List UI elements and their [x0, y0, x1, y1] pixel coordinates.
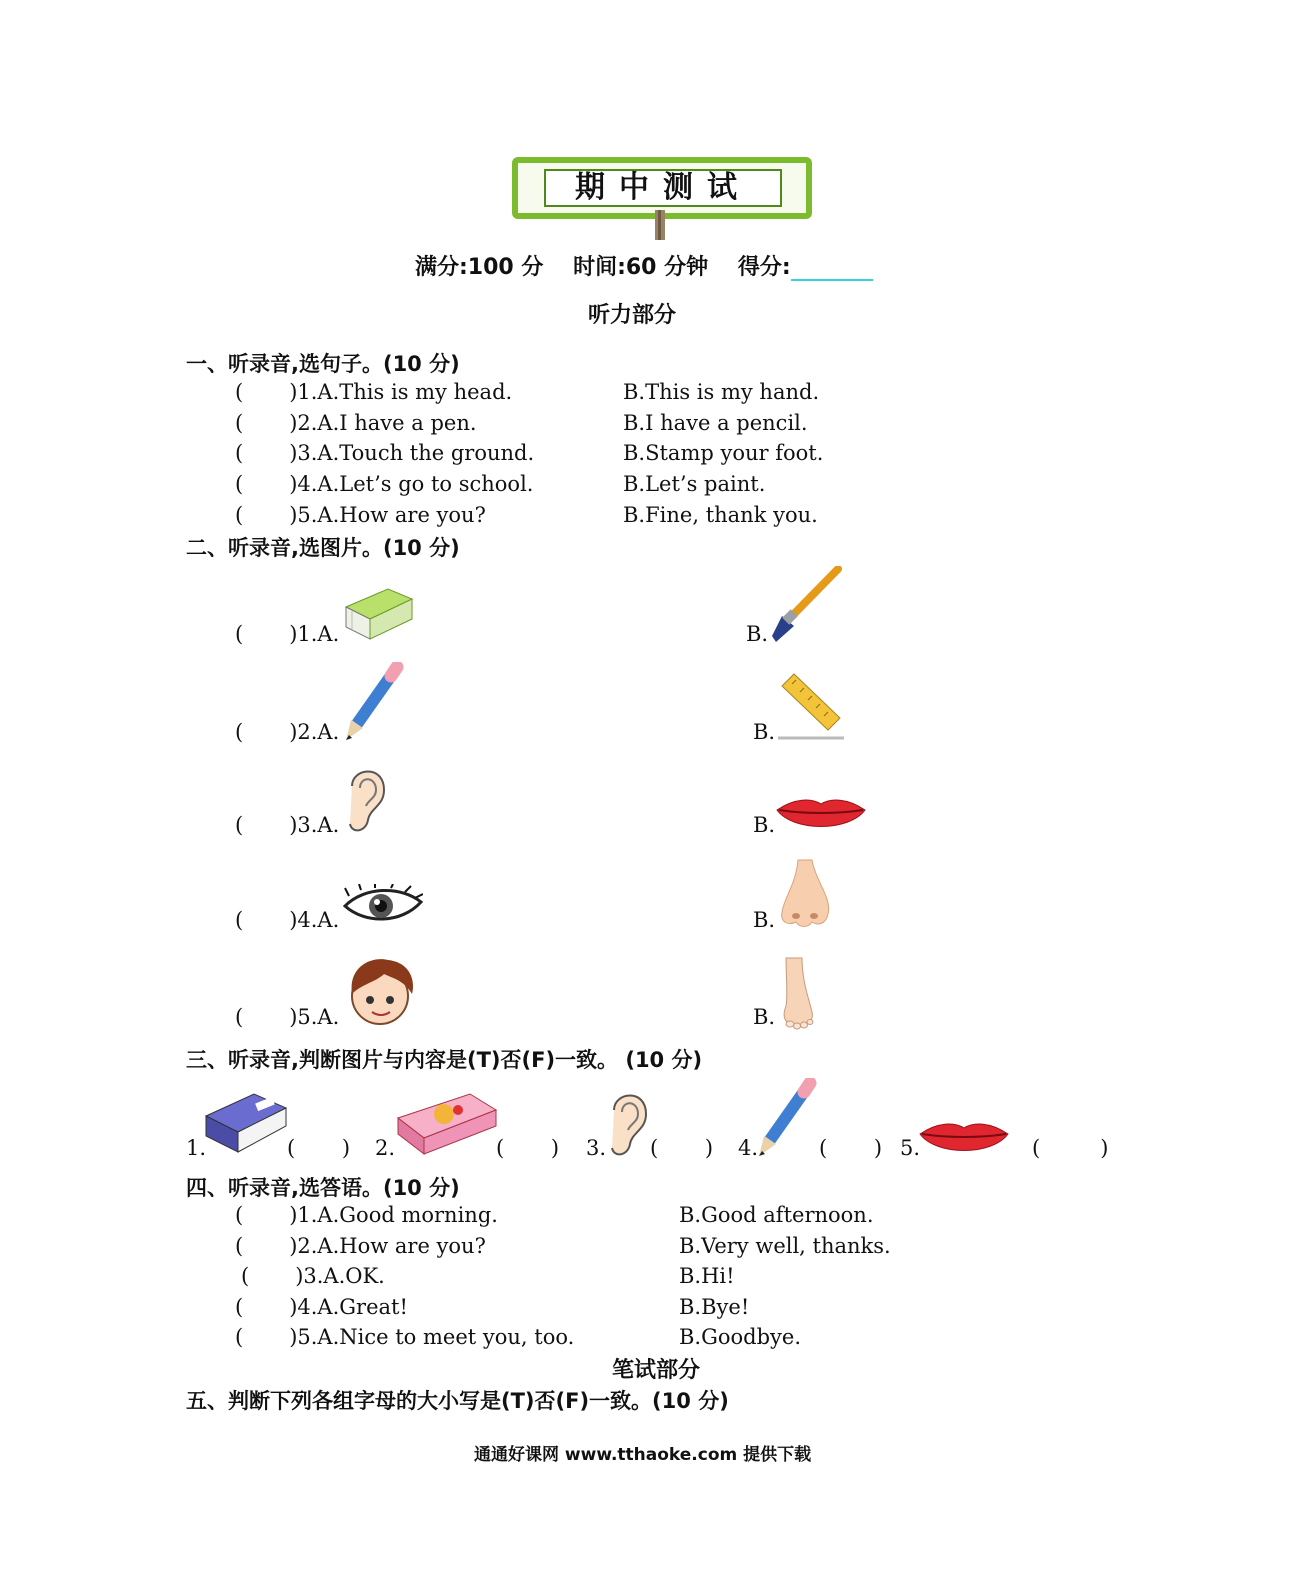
mouth-icon — [775, 796, 867, 836]
s4-item3-a: ( )3.A.OK. — [241, 1264, 385, 1288]
s4-item1-a: ( )1.A.Good morning. — [235, 1203, 498, 1227]
section4-heading: 四、听录音,选答语。(10 分) — [186, 1176, 460, 1200]
s2-item5-b: B. — [753, 1005, 776, 1029]
s4-item4-a: ( )4.A.Great! — [235, 1295, 408, 1319]
page-title: 期中测试 — [544, 169, 782, 207]
face-icon — [344, 956, 418, 1028]
s2-item3-a: ( )3.A. — [235, 813, 340, 837]
ear-icon — [344, 762, 388, 836]
s4-item3-b: B.Hi! — [679, 1264, 735, 1288]
time-limit: 时间:60 分钟 — [573, 255, 709, 280]
s1-item4-a: ( )4.A.Let’s go to school. — [235, 472, 534, 496]
s3-item2-num: 2. — [375, 1136, 396, 1160]
s2-item4-b: B. — [753, 908, 776, 932]
section5-heading: 五、判断下列各组字母的大小写是(T)否(F)一致。(10 分) — [186, 1389, 729, 1413]
eye-icon — [343, 884, 423, 928]
mouth-icon — [918, 1120, 1010, 1160]
s1-item4-b: B.Let’s paint. — [623, 472, 766, 496]
pencil-icon — [343, 662, 405, 742]
section3-heading: 三、听录音,判断图片与内容是(T)否(F)一致。 (10 分) — [186, 1048, 703, 1072]
section2-heading: 二、听录音,选图片。(10 分) — [186, 536, 460, 560]
s3-item3-num: 3. — [586, 1136, 607, 1160]
s3-item1-answer[interactable]: ( ) — [287, 1136, 351, 1160]
s4-item2-b: B.Very well, thanks. — [679, 1234, 891, 1258]
book-icon — [202, 1090, 288, 1156]
writing-part-title: 笔试部分 — [612, 1358, 701, 1383]
footer: 通通好课网 www.tthaoke.com 提供下载 — [474, 1445, 812, 1465]
s4-item5-b: B.Goodbye. — [679, 1325, 802, 1349]
s1-item5-a: ( )5.A.How are you? — [235, 503, 486, 527]
s3-item1-num: 1. — [186, 1136, 207, 1160]
s4-item1-b: B.Good afternoon. — [679, 1203, 874, 1227]
foot-icon — [778, 956, 818, 1030]
nose-icon — [776, 858, 834, 932]
s1-item1-a: ( )1.A.This is my head. — [235, 380, 513, 404]
s2-item4-a: ( )4.A. — [235, 908, 340, 932]
banner-post-icon — [652, 210, 668, 240]
s2-item3-b: B. — [753, 813, 776, 837]
ear-icon — [606, 1086, 650, 1160]
s1-item1-b: B.This is my hand. — [623, 380, 820, 404]
score-info — [415, 250, 895, 281]
s4-item4-b: B.Bye! — [679, 1295, 750, 1319]
s1-item3-a: ( )3.A.Touch the ground. — [235, 441, 535, 465]
s3-item4-answer[interactable]: ( ) — [819, 1136, 883, 1160]
ruler-icon — [776, 670, 846, 742]
listening-part-title: 听力部分 — [588, 303, 677, 328]
s3-item5-answer[interactable]: ( ) — [1032, 1136, 1109, 1160]
s1-item2-a: ( )2.A.I have a pen. — [235, 411, 477, 435]
s1-item3-b: B.Stamp your foot. — [623, 441, 824, 465]
s2-item2-b: B. — [753, 720, 776, 744]
s1-item5-b: B.Fine, thank you. — [623, 503, 818, 527]
s2-item1-b: B. — [746, 622, 769, 646]
eraser-icon — [342, 585, 414, 641]
s3-item4-num: 4. — [738, 1136, 759, 1160]
s3-item5-num: 5. — [900, 1136, 921, 1160]
s4-item2-a: ( )2.A.How are you? — [235, 1234, 486, 1258]
s4-item5-a: ( )5.A.Nice to meet you, too. — [235, 1325, 575, 1349]
score-blank[interactable] — [791, 255, 873, 281]
full-score: 满分:100 分 — [415, 255, 544, 280]
s3-item3-answer[interactable]: ( ) — [650, 1136, 714, 1160]
score-label: 得分: — [737, 255, 791, 280]
s3-item2-answer[interactable]: ( ) — [496, 1136, 560, 1160]
s2-item2-a: ( )2.A. — [235, 720, 340, 744]
paintbrush-icon — [768, 566, 842, 644]
pencil-case-icon — [396, 1092, 498, 1156]
s2-item1-a: ( )1.A. — [235, 622, 340, 646]
s1-item2-b: B.I have a pencil. — [623, 411, 808, 435]
pencil-icon — [756, 1078, 818, 1158]
s2-item5-a: ( )5.A. — [235, 1005, 340, 1029]
section1-heading: 一、听录音,选句子。(10 分) — [186, 352, 460, 376]
